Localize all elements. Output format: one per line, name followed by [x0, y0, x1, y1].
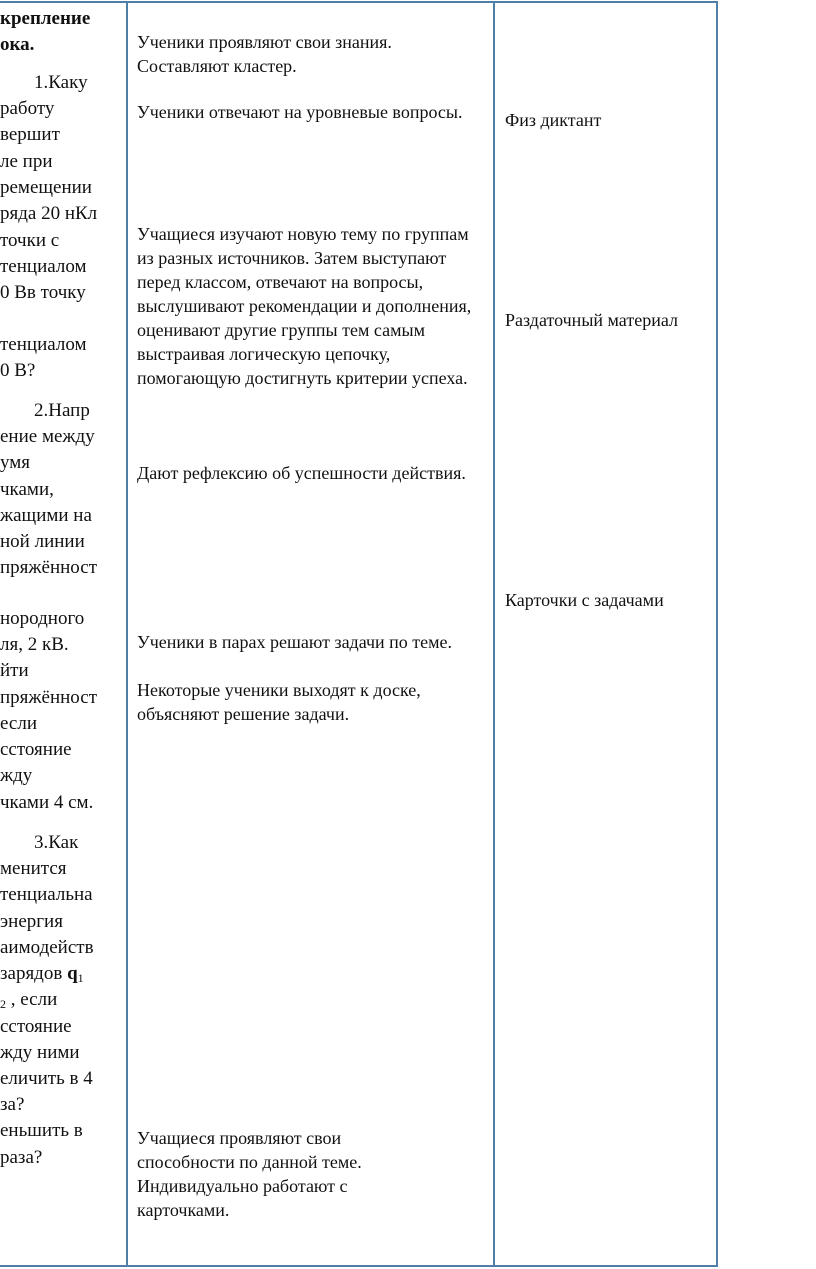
table-bottom-border	[0, 1265, 718, 1267]
question-1-line: тенциалом	[0, 334, 87, 355]
question-3-line: еличить в 4	[0, 1068, 93, 1089]
section-heading-line-1: крепление	[0, 8, 91, 29]
question-3-line: жду ними	[0, 1042, 80, 1063]
question-2-line: жду	[0, 765, 33, 786]
resource-label: Физ диктант	[505, 110, 602, 130]
activity-paragraph: Некоторые ученики выходят к доске, объясняют решение задачи.	[137, 680, 421, 724]
table-right-border	[716, 1, 718, 1267]
question-3-line: за?	[0, 1094, 25, 1115]
question-1-line: точки с	[0, 230, 60, 251]
question-1-line: 0 Вв точку	[0, 282, 86, 303]
activity-paragraph: Ученики отвечают на уровневые вопросы.	[137, 102, 463, 122]
activity-paragraph: Ученики проявляют свои знания. Составляют кластер.	[137, 32, 392, 76]
resource-label: Раздаточный материал	[505, 310, 678, 330]
question-1-line: 0 В?	[0, 360, 36, 381]
question-2-line: жащими на	[0, 505, 92, 526]
question-3-line: еньшить в	[0, 1120, 83, 1141]
question-3-line: сстояние	[0, 1016, 72, 1037]
question-3-line: менится	[0, 858, 67, 879]
activity-paragraph: Дают рефлексию об успешности действия.	[137, 463, 466, 483]
activity-paragraph: Учащиеся изучают новую тему по группам из разных источников. Затем выступают перед классом, отвечают на вопросы, выслушивают рекомендации и дополнения, оценивают другие группы тем самым выстраивая логическую цепочку, помогающую достигнуть критерии успеха.	[137, 224, 472, 388]
student-activity-column	[137, 4, 492, 1264]
resources-column	[505, 4, 715, 1264]
question-1-line: ле при	[0, 151, 53, 172]
question-2-line: если	[0, 713, 37, 734]
question-2-line: сстояние	[0, 739, 72, 760]
question-1-line: тенциалом	[0, 256, 87, 277]
question-3-line: раза?	[0, 1147, 43, 1168]
question-2-line: нородного	[0, 608, 85, 629]
question-2-line: ной линии	[0, 531, 85, 552]
question-2-line: пряжённост	[0, 687, 98, 708]
question-2-line: ение между	[0, 426, 95, 447]
question-2-line: пряжённост	[0, 557, 98, 578]
charge-symbol: q	[67, 963, 78, 984]
question-2-line: ля, 2 кВ.	[0, 634, 69, 655]
column-divider-1	[126, 1, 128, 1267]
question-2-line: йти	[0, 660, 29, 681]
activity-paragraph: Ученики в парах решают задачи по теме.	[137, 632, 453, 652]
question-3-line: аимодейств	[0, 937, 94, 958]
tasks-column	[0, 4, 125, 1264]
question-2-line: 2.Напр	[34, 400, 90, 421]
question-3-text: зарядов	[0, 963, 63, 984]
question-2-line: умя	[0, 452, 31, 473]
question-2-line: чками 4 см.	[0, 792, 94, 813]
activity-paragraph: Учащиеся проявляют свои способности по данной теме. Индивидуально работают с карточками.	[137, 1128, 362, 1220]
question-1-line: ремещении	[0, 177, 92, 198]
question-3-line: тенциальна	[0, 884, 93, 905]
column-divider-2	[493, 1, 495, 1267]
question-3-line: энергия	[0, 911, 63, 932]
charge-subscript: 2	[0, 997, 6, 1011]
question-3-text: , если	[10, 989, 58, 1010]
question-2-line: чками,	[0, 479, 54, 500]
section-heading-line-2: ока.	[0, 34, 35, 55]
question-3-line	[0, 987, 57, 1017]
question-1-line: 1.Каку	[34, 72, 88, 93]
resource-label: Карточки с задачами	[505, 590, 664, 610]
question-3-line: 3.Как	[34, 832, 79, 853]
question-1-line: работу	[0, 98, 55, 119]
question-1-line: ряда 20 нКл	[0, 203, 98, 224]
question-1-line: вершит	[0, 124, 60, 145]
charge-subscript: 1	[77, 971, 84, 985]
table-top-border	[0, 1, 718, 3]
